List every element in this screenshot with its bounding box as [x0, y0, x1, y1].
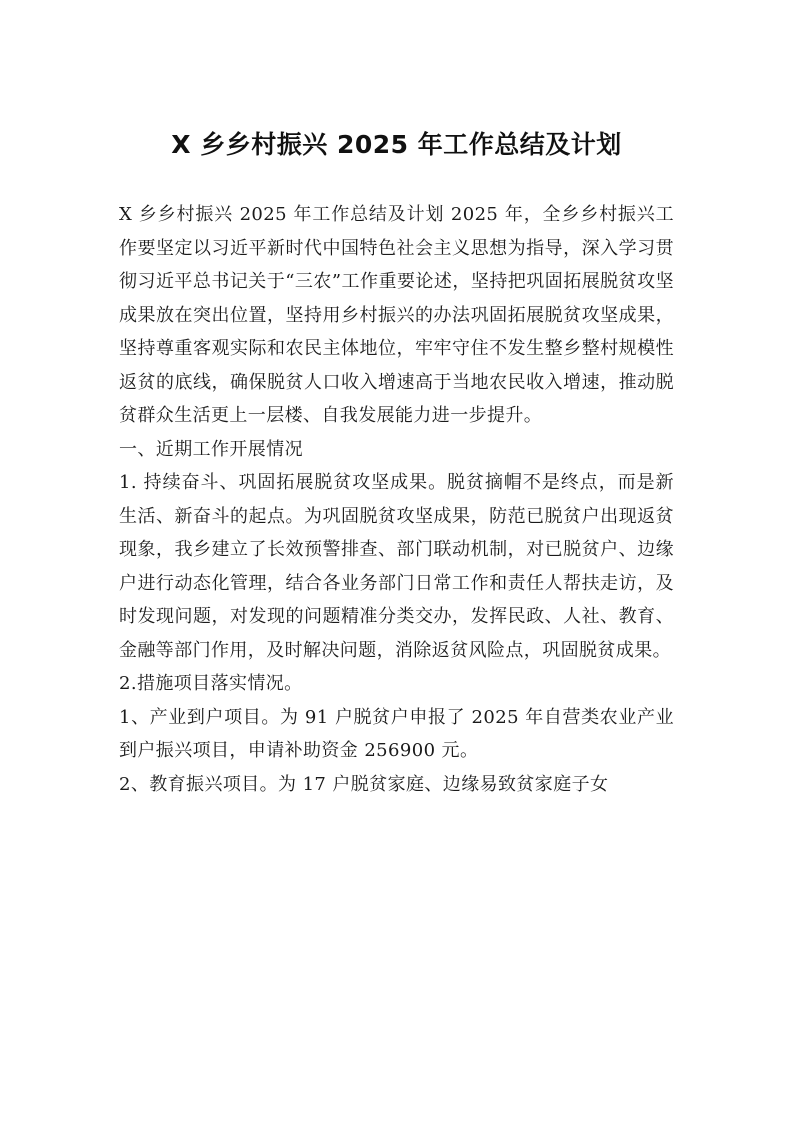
- body-paragraph: 1. 持续奋斗、巩固拓展脱贫攻坚成果。脱贫摘帽不是终点，而是新生活、新奋斗的起点。为巩固脱贫攻坚成果，防范已脱贫户出现返贫现象，我乡建立了长效预警排查、部门联动机制，对已脱贫户、边缘户进行动态化管理，结合各业务部门日常工作和责任人帮扶走访，及时发现问题，对发现的问题精准分类交办，发挥民政、人社、教育、金融等部门作用，及时解决问题，消除返贫风险点，巩固脱贫成果。: [119, 472, 674, 661]
- document-body: [119, 198, 674, 801]
- document-title: X 乡乡村振兴 2025 年工作总结及计划: [171, 130, 622, 159]
- body-paragraph: 2、教育振兴项目。为 17 户脱贫家庭、边缘易致贫家庭子女: [119, 773, 609, 795]
- intro-paragraph: X 乡乡村振兴 2025 年工作总结及计划 2025 年，全乡乡村振兴工作要坚定以习近平新时代中国特色社会主义思想为指导，深入学习贯彻习近平总书记关于“三农”工作重要论述，坚持把巩固拓展脱贫攻坚成果放在突出位置，坚持用乡村振兴的办法巩固拓展脱贫攻坚成果，坚持尊重客观实际和农民主体地位，牢牢守住不发生整乡整村规模性返贫的底线，确保脱贫人口收入增速高于当地农民收入增速，推动脱贫群众生活更上一层楼、自我发展能力进一步提升。: [119, 204, 674, 426]
- subsection-heading: 2.措施项目落实情况。: [119, 673, 303, 694]
- body-paragraph: 1、产业到户项目。为 91 户脱贫户申报了 2025 年自营类农业产业到户振兴项目，申请补助资金 256900 元。: [119, 706, 674, 761]
- section-heading: 一、近期工作开展情况: [119, 438, 303, 460]
